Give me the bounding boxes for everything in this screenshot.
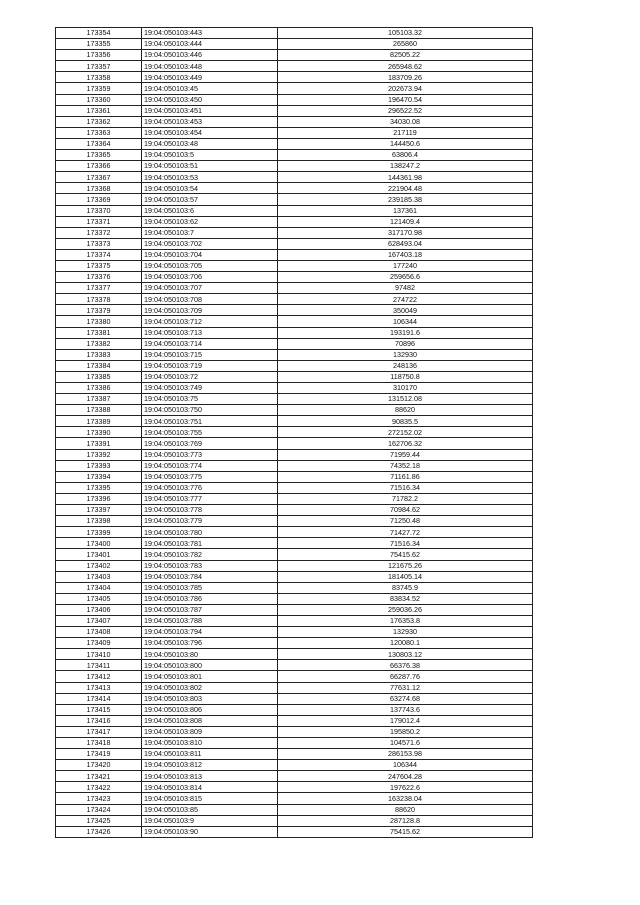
- cadastral-number-cell: 19:04:050103:444: [142, 39, 278, 50]
- table-row: [56, 138, 533, 149]
- table-row: [56, 327, 533, 338]
- value-cell: 83834.52: [278, 593, 533, 604]
- cadastral-number-cell: 19:04:050103:774: [142, 460, 278, 471]
- cadastral-number-cell: 19:04:050103:749: [142, 383, 278, 394]
- value-cell: 66376.38: [278, 660, 533, 671]
- table-row: [56, 549, 533, 560]
- row-number-cell: 173364: [56, 138, 142, 149]
- table-row: [56, 804, 533, 815]
- value-cell: 88620: [278, 804, 533, 815]
- table-row: [56, 83, 533, 94]
- table-row: [56, 172, 533, 183]
- table-row: [56, 283, 533, 294]
- table-row: [56, 371, 533, 382]
- row-number-cell: 173368: [56, 183, 142, 194]
- table-row: [56, 693, 533, 704]
- row-number-cell: 173365: [56, 150, 142, 161]
- table-row: [56, 116, 533, 127]
- value-cell: 120080.1: [278, 638, 533, 649]
- value-cell: 70896: [278, 338, 533, 349]
- cadastral-number-cell: 19:04:050103:815: [142, 793, 278, 804]
- row-number-cell: 173360: [56, 94, 142, 105]
- row-number-cell: 173402: [56, 560, 142, 571]
- cadastral-number-cell: 19:04:050103:812: [142, 760, 278, 771]
- table-row: [56, 715, 533, 726]
- cadastral-number-cell: 19:04:050103:702: [142, 238, 278, 249]
- table-row: [56, 604, 533, 615]
- cadastral-number-cell: 19:04:050103:775: [142, 471, 278, 482]
- value-cell: 310170: [278, 383, 533, 394]
- cadastral-number-cell: 19:04:050103:802: [142, 682, 278, 693]
- table-row: [56, 294, 533, 305]
- value-cell: 97482: [278, 283, 533, 294]
- value-cell: 71516.34: [278, 538, 533, 549]
- row-number-cell: 173391: [56, 438, 142, 449]
- value-cell: 71250.48: [278, 516, 533, 527]
- value-cell: 193191.6: [278, 327, 533, 338]
- table-row: [56, 216, 533, 227]
- value-cell: 248136: [278, 360, 533, 371]
- table-row: [56, 482, 533, 493]
- cadastral-number-cell: 19:04:050103:453: [142, 116, 278, 127]
- value-cell: 628493.04: [278, 238, 533, 249]
- row-number-cell: 173384: [56, 360, 142, 371]
- row-number-cell: 173378: [56, 294, 142, 305]
- cadastral-number-cell: 19:04:050103:750: [142, 405, 278, 416]
- table-row: [56, 749, 533, 760]
- value-cell: 106344: [278, 760, 533, 771]
- value-cell: 130803.12: [278, 649, 533, 660]
- cadastral-number-cell: 19:04:050103:777: [142, 493, 278, 504]
- table-row: [56, 394, 533, 405]
- cadastral-number-cell: 19:04:050103:801: [142, 671, 278, 682]
- value-cell: 121675.26: [278, 560, 533, 571]
- row-number-cell: 173400: [56, 538, 142, 549]
- row-number-cell: 173389: [56, 416, 142, 427]
- cadastral-number-cell: 19:04:050103:783: [142, 560, 278, 571]
- table-row: [56, 427, 533, 438]
- cadastral-number-cell: 19:04:050103:811: [142, 749, 278, 760]
- row-number-cell: 173415: [56, 704, 142, 715]
- table-row: [56, 493, 533, 504]
- table-row: [56, 260, 533, 271]
- cadastral-number-cell: 19:04:050103:450: [142, 94, 278, 105]
- cadastral-number-cell: 19:04:050103:51: [142, 161, 278, 172]
- row-number-cell: 173401: [56, 549, 142, 560]
- row-number-cell: 173383: [56, 349, 142, 360]
- table-row: [56, 227, 533, 238]
- value-cell: 286153.98: [278, 749, 533, 760]
- table-row: [56, 349, 533, 360]
- cadastral-number-cell: 19:04:050103:751: [142, 416, 278, 427]
- cadastral-number-cell: 19:04:050103:780: [142, 527, 278, 538]
- row-number-cell: 173371: [56, 216, 142, 227]
- table-row: [56, 150, 533, 161]
- cadastral-number-cell: 19:04:050103:707: [142, 283, 278, 294]
- cadastral-number-cell: 19:04:050103:712: [142, 316, 278, 327]
- table-row: [56, 660, 533, 671]
- table-row: [56, 28, 533, 39]
- value-cell: 74352.18: [278, 460, 533, 471]
- table-row: [56, 771, 533, 782]
- row-number-cell: 173421: [56, 771, 142, 782]
- cadastral-number-cell: 19:04:050103:54: [142, 183, 278, 194]
- value-cell: 63806.4: [278, 150, 533, 161]
- table-row: [56, 460, 533, 471]
- cadastral-number-cell: 19:04:050103:5: [142, 150, 278, 161]
- row-number-cell: 173396: [56, 493, 142, 504]
- cadastral-number-cell: 19:04:050103:808: [142, 715, 278, 726]
- row-number-cell: 173358: [56, 72, 142, 83]
- table-row: [56, 338, 533, 349]
- row-number-cell: 173385: [56, 371, 142, 382]
- value-cell: 202673.94: [278, 83, 533, 94]
- value-cell: 66287.76: [278, 671, 533, 682]
- cadastral-number-cell: 19:04:050103:53: [142, 172, 278, 183]
- value-cell: 259036.26: [278, 604, 533, 615]
- row-number-cell: 173373: [56, 238, 142, 249]
- value-cell: 167403.18: [278, 249, 533, 260]
- cadastral-number-cell: 19:04:050103:75: [142, 394, 278, 405]
- table-row: [56, 726, 533, 737]
- table-row: [56, 61, 533, 72]
- value-cell: 118750.8: [278, 371, 533, 382]
- value-cell: 104571.6: [278, 738, 533, 749]
- row-number-cell: 173374: [56, 249, 142, 260]
- row-number-cell: 173355: [56, 39, 142, 50]
- row-number-cell: 173386: [56, 383, 142, 394]
- value-cell: 221904.48: [278, 183, 533, 194]
- row-number-cell: 173381: [56, 327, 142, 338]
- cadastral-number-cell: 19:04:050103:80: [142, 649, 278, 660]
- row-number-cell: 173361: [56, 105, 142, 116]
- row-number-cell: 173390: [56, 427, 142, 438]
- value-cell: 265860: [278, 39, 533, 50]
- value-cell: 163238.04: [278, 793, 533, 804]
- cadastral-number-cell: 19:04:050103:713: [142, 327, 278, 338]
- row-number-cell: 173424: [56, 804, 142, 815]
- value-cell: 196470.54: [278, 94, 533, 105]
- value-cell: 90835.5: [278, 416, 533, 427]
- value-cell: 177240: [278, 260, 533, 271]
- table-row: [56, 438, 533, 449]
- row-number-cell: 173359: [56, 83, 142, 94]
- value-cell: 131512.08: [278, 394, 533, 405]
- value-cell: 274722: [278, 294, 533, 305]
- value-cell: 247604.28: [278, 771, 533, 782]
- table-row: [56, 39, 533, 50]
- value-cell: 195850.2: [278, 726, 533, 737]
- row-number-cell: 173376: [56, 272, 142, 283]
- cadastral-number-cell: 19:04:050103:776: [142, 482, 278, 493]
- value-cell: 132930: [278, 349, 533, 360]
- cadastral-number-cell: 19:04:050103:6: [142, 205, 278, 216]
- table-row: [56, 161, 533, 172]
- table-row: [56, 782, 533, 793]
- cadastral-number-cell: 19:04:050103:704: [142, 249, 278, 260]
- row-number-cell: 173418: [56, 738, 142, 749]
- value-cell: 265948.62: [278, 61, 533, 72]
- table-row: [56, 793, 533, 804]
- cadastral-number-cell: 19:04:050103:806: [142, 704, 278, 715]
- row-number-cell: 173399: [56, 527, 142, 538]
- row-number-cell: 173412: [56, 671, 142, 682]
- row-number-cell: 173379: [56, 305, 142, 316]
- cadastral-number-cell: 19:04:050103:769: [142, 438, 278, 449]
- row-number-cell: 173408: [56, 627, 142, 638]
- value-cell: 137361: [278, 205, 533, 216]
- value-cell: 181405.14: [278, 571, 533, 582]
- table-row: [56, 571, 533, 582]
- row-number-cell: 173375: [56, 260, 142, 271]
- cadastral-number-cell: 19:04:050103:784: [142, 571, 278, 582]
- table-row: [56, 527, 533, 538]
- row-number-cell: 173393: [56, 460, 142, 471]
- row-number-cell: 173357: [56, 61, 142, 72]
- table-row: [56, 105, 533, 116]
- cadastral-number-cell: 19:04:050103:90: [142, 826, 278, 837]
- table-row: [56, 593, 533, 604]
- value-cell: 296522.52: [278, 105, 533, 116]
- table-row: [56, 94, 533, 105]
- cadastral-number-cell: 19:04:050103:446: [142, 50, 278, 61]
- cadastral-number-cell: 19:04:050103:785: [142, 582, 278, 593]
- row-number-cell: 173416: [56, 715, 142, 726]
- row-number-cell: 173367: [56, 172, 142, 183]
- table-row: [56, 416, 533, 427]
- table-row: [56, 738, 533, 749]
- value-cell: 217119: [278, 127, 533, 138]
- cadastral-number-cell: 19:04:050103:779: [142, 516, 278, 527]
- value-cell: 75415.62: [278, 826, 533, 837]
- value-cell: 71782.2: [278, 493, 533, 504]
- row-number-cell: 173420: [56, 760, 142, 771]
- cadastral-number-cell: 19:04:050103:809: [142, 726, 278, 737]
- value-cell: 197622.6: [278, 782, 533, 793]
- row-number-cell: 173372: [56, 227, 142, 238]
- value-cell: 71959.44: [278, 449, 533, 460]
- table-row: [56, 183, 533, 194]
- value-cell: 239185.38: [278, 194, 533, 205]
- row-number-cell: 173382: [56, 338, 142, 349]
- value-cell: 179012.4: [278, 715, 533, 726]
- table-row: [56, 194, 533, 205]
- value-cell: 63274.68: [278, 693, 533, 704]
- value-cell: 105103.32: [278, 28, 533, 39]
- row-number-cell: 173422: [56, 782, 142, 793]
- row-number-cell: 173398: [56, 516, 142, 527]
- row-number-cell: 173409: [56, 638, 142, 649]
- cadastral-number-cell: 19:04:050103:45: [142, 83, 278, 94]
- cadastral-value-table: [55, 27, 533, 838]
- row-number-cell: 173377: [56, 283, 142, 294]
- value-cell: 137743.6: [278, 704, 533, 715]
- value-cell: 82505.22: [278, 50, 533, 61]
- value-cell: 287128.8: [278, 815, 533, 826]
- table-row: [56, 249, 533, 260]
- value-cell: 121409.4: [278, 216, 533, 227]
- table-row: [56, 682, 533, 693]
- table-row: [56, 516, 533, 527]
- table-row: [56, 405, 533, 416]
- row-number-cell: 173413: [56, 682, 142, 693]
- value-cell: 88620: [278, 405, 533, 416]
- value-cell: 176353.8: [278, 615, 533, 626]
- row-number-cell: 173395: [56, 482, 142, 493]
- table-row: [56, 305, 533, 316]
- cadastral-number-cell: 19:04:050103:814: [142, 782, 278, 793]
- value-cell: 70984.62: [278, 505, 533, 516]
- table-row: [56, 560, 533, 571]
- row-number-cell: 173417: [56, 726, 142, 737]
- value-cell: 183709.26: [278, 72, 533, 83]
- cadastral-number-cell: 19:04:050103:705: [142, 260, 278, 271]
- row-number-cell: 173405: [56, 593, 142, 604]
- row-number-cell: 173407: [56, 615, 142, 626]
- value-cell: 144450.6: [278, 138, 533, 149]
- cadastral-number-cell: 19:04:050103:451: [142, 105, 278, 116]
- cadastral-number-cell: 19:04:050103:788: [142, 615, 278, 626]
- cadastral-number-cell: 19:04:050103:708: [142, 294, 278, 305]
- row-number-cell: 173411: [56, 660, 142, 671]
- table-row: [56, 627, 533, 638]
- table-row: [56, 205, 533, 216]
- cadastral-number-cell: 19:04:050103:85: [142, 804, 278, 815]
- table-row: [56, 72, 533, 83]
- table-row: [56, 826, 533, 837]
- cadastral-number-cell: 19:04:050103:448: [142, 61, 278, 72]
- row-number-cell: 173380: [56, 316, 142, 327]
- table-row: [56, 50, 533, 61]
- cadastral-number-cell: 19:04:050103:7: [142, 227, 278, 238]
- cadastral-number-cell: 19:04:050103:715: [142, 349, 278, 360]
- value-cell: 83745.9: [278, 582, 533, 593]
- value-cell: 259656.6: [278, 272, 533, 283]
- table-row: [56, 638, 533, 649]
- value-cell: 34030.08: [278, 116, 533, 127]
- row-number-cell: 173387: [56, 394, 142, 405]
- row-number-cell: 173403: [56, 571, 142, 582]
- value-cell: 132930: [278, 627, 533, 638]
- row-number-cell: 173426: [56, 826, 142, 837]
- table-row: [56, 615, 533, 626]
- row-number-cell: 173356: [56, 50, 142, 61]
- row-number-cell: 173363: [56, 127, 142, 138]
- cadastral-number-cell: 19:04:050103:454: [142, 127, 278, 138]
- cadastral-number-cell: 19:04:050103:57: [142, 194, 278, 205]
- row-number-cell: 173419: [56, 749, 142, 760]
- table-body: [56, 28, 533, 838]
- table-row: [56, 449, 533, 460]
- cadastral-number-cell: 19:04:050103:62: [142, 216, 278, 227]
- cadastral-number-cell: 19:04:050103:72: [142, 371, 278, 382]
- value-cell: 71427.72: [278, 527, 533, 538]
- value-cell: 272152.02: [278, 427, 533, 438]
- cadastral-number-cell: 19:04:050103:755: [142, 427, 278, 438]
- cadastral-number-cell: 19:04:050103:813: [142, 771, 278, 782]
- row-number-cell: 173397: [56, 505, 142, 516]
- value-cell: 162706.32: [278, 438, 533, 449]
- cadastral-number-cell: 19:04:050103:9: [142, 815, 278, 826]
- table-row: [56, 127, 533, 138]
- table-row: [56, 471, 533, 482]
- table-row: [56, 704, 533, 715]
- row-number-cell: 173354: [56, 28, 142, 39]
- row-number-cell: 173425: [56, 815, 142, 826]
- cadastral-number-cell: 19:04:050103:781: [142, 538, 278, 549]
- value-cell: 71516.34: [278, 482, 533, 493]
- row-number-cell: 173423: [56, 793, 142, 804]
- table-row: [56, 316, 533, 327]
- row-number-cell: 173406: [56, 604, 142, 615]
- table-row: [56, 760, 533, 771]
- table-row: [56, 238, 533, 249]
- cadastral-number-cell: 19:04:050103:719: [142, 360, 278, 371]
- cadastral-number-cell: 19:04:050103:449: [142, 72, 278, 83]
- cadastral-number-cell: 19:04:050103:782: [142, 549, 278, 560]
- value-cell: 138247.2: [278, 161, 533, 172]
- cadastral-number-cell: 19:04:050103:810: [142, 738, 278, 749]
- cadastral-number-cell: 19:04:050103:796: [142, 638, 278, 649]
- table-row: [56, 649, 533, 660]
- row-number-cell: 173392: [56, 449, 142, 460]
- table-row: [56, 671, 533, 682]
- cadastral-number-cell: 19:04:050103:778: [142, 505, 278, 516]
- cadastral-number-cell: 19:04:050103:709: [142, 305, 278, 316]
- row-number-cell: 173410: [56, 649, 142, 660]
- row-number-cell: 173366: [56, 161, 142, 172]
- cadastral-number-cell: 19:04:050103:786: [142, 593, 278, 604]
- table-row: [56, 383, 533, 394]
- row-number-cell: 173404: [56, 582, 142, 593]
- cadastral-number-cell: 19:04:050103:443: [142, 28, 278, 39]
- value-cell: 106344: [278, 316, 533, 327]
- value-cell: 77631.12: [278, 682, 533, 693]
- cadastral-number-cell: 19:04:050103:773: [142, 449, 278, 460]
- cadastral-number-cell: 19:04:050103:800: [142, 660, 278, 671]
- row-number-cell: 173414: [56, 693, 142, 704]
- cadastral-number-cell: 19:04:050103:787: [142, 604, 278, 615]
- value-cell: 350049: [278, 305, 533, 316]
- table-row: [56, 815, 533, 826]
- table-row: [56, 272, 533, 283]
- cadastral-number-cell: 19:04:050103:48: [142, 138, 278, 149]
- table-row: [56, 582, 533, 593]
- value-cell: 75415.62: [278, 549, 533, 560]
- table-row: [56, 360, 533, 371]
- row-number-cell: 173394: [56, 471, 142, 482]
- cadastral-number-cell: 19:04:050103:714: [142, 338, 278, 349]
- value-cell: 71161.86: [278, 471, 533, 482]
- value-cell: 317170.98: [278, 227, 533, 238]
- table-row: [56, 505, 533, 516]
- cadastral-number-cell: 19:04:050103:794: [142, 627, 278, 638]
- row-number-cell: 173369: [56, 194, 142, 205]
- cadastral-number-cell: 19:04:050103:803: [142, 693, 278, 704]
- row-number-cell: 173388: [56, 405, 142, 416]
- row-number-cell: 173362: [56, 116, 142, 127]
- table-row: [56, 538, 533, 549]
- cadastral-number-cell: 19:04:050103:706: [142, 272, 278, 283]
- row-number-cell: 173370: [56, 205, 142, 216]
- value-cell: 144361.98: [278, 172, 533, 183]
